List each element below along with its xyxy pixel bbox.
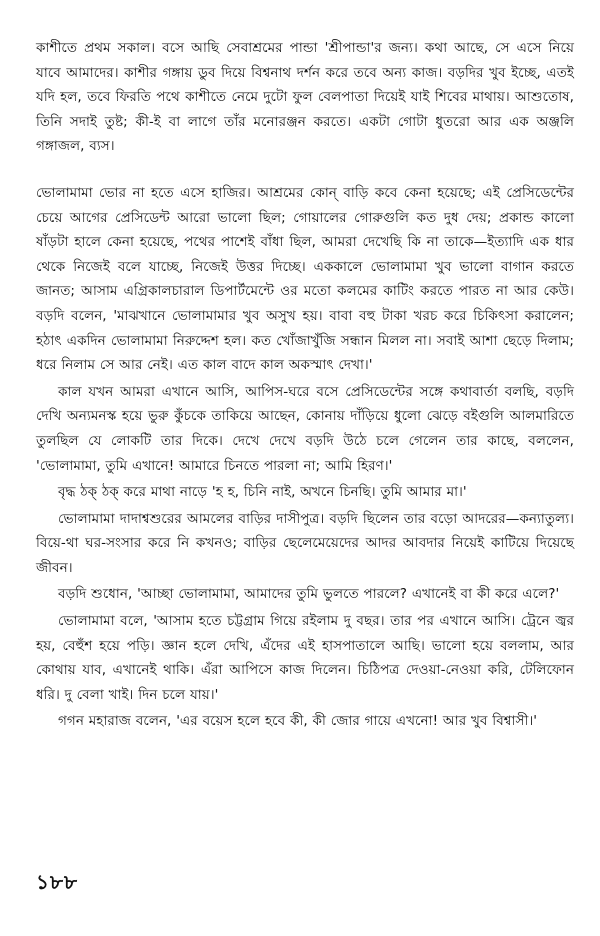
page-number: ১৮৮ xyxy=(36,870,78,894)
paragraph-bholamama-story: ভোলামামা বলে, 'আসাম হতে চট্টগ্রাম গিয়ে রইলাম দু বছর। তার পর এখানে আসি। ট্রেনে জ্বর হয়, বেহুঁশ হয়ে পড়ি। জ্ঞান হলে দেখি, এঁদের এই হাসপাতালে আছি। ভালো হয়ে বললাম, আর কোথায় যাব, এখানেই থাকি। এঁরা আপিসে কাজ দিলেন। চিঠিপত্র দেওয়া-নেওয়া করি, টেলিফোন ধরি। দু বেলা খাই। দিন চলে যায়।' xyxy=(36,613,574,703)
paragraph-boroди-asks: বড়দি শুধোন, 'আচ্ছা ভোলামামা, আমাদের তুমি ভুলতে পারলে? এখানেই বা কী করে এলে?' xyxy=(58,586,560,603)
paragraph-gagan-maharaj: গগন মহারাজ বলেন, 'এর বয়েস হলে হবে কী, কী জোর গায়ে এখনো! আর খুব বিশ্বাসী।' xyxy=(58,713,537,730)
paragraph-bholamama-background: ভোলামামা দাদাশ্বশুরের আমলের বাড়ির দাসীপুত্র। বড়দি ছিলেন তার বড়ো আদরের—কন্যাতুল্য। বিয়ে-থা ঘর-সংসার করে নি কখনও; বাড়ির ছেলেমেয়েদের আদর আবদার নিয়েই কাটিয়ে দিয়েছে জীবন। xyxy=(36,510,574,576)
paragraph-old-man-reply: বৃদ্ধ ঠক্ ঠক্ করে মাথা নাড়ে 'হ হ, চিনি নাই, অখনে চিনছি। তুমি আমার মা।' xyxy=(58,484,467,501)
paragraph-morning-in-kashi: কাশীতে প্রথম সকাল। বসে আছি সেবাশ্রমের পান্ডা 'শ্রীপান্ডা'র জন্য। কথা আছে, সে এসে নিয়ে যাবে আমাদের। কাশীর গঙ্গায় ডুব দিয়ে বিশ্বনাথ দর্শন করে তবে অন্য কাজ। বড়দির খুব ইচ্ছে, এতই যদি হল, তবে ফিরতি পথে কাশীতে নেমে দুটো ফুল বেলপাতা দিয়েই যাই শিবের মাথায়। আশুতোষ, তিনি সদাই তুষ্ট; কী-ই বা লাগে তাঁর মনোরঞ্জন করতে। একটা গোটা ধুতরো আর এক অঞ্জলি গঙ্গাজল, ব্যস। xyxy=(36,40,574,155)
paragraph-office-meeting: কাল যখন আমরা এখানে আসি, আপিস-ঘরে বসে প্রেসিডেন্টের সঙ্গে কথাবার্তা বলছি, বড়দি দেখি অন্যমনস্ক হয়ে ভুরু কুঁচকে তাকিয়ে আছেন, কোনায় দাঁড়িয়ে ধুলো ঝেড়ে বইগুলি আলমারিতে তুলছিল যে লোকটি তার দিকে। দেখে দেখে বড়দি উঠে চলে গেলেন তার কাছে, বললেন, 'ভোলামামা, তুমি এখানে! আমারে চিনতে পারলা না; আমি হিরণ।' xyxy=(36,383,574,474)
paragraph-bholamama-arrives: ভোলামামা ভোর না হতে এসে হাজির। আশ্রমের কোন্ বাড়ি কবে কেনা হয়েছে; এই প্রেসিডেন্টের চেয়ে আগের প্রেসিডেন্ট আরো ভালো ছিল; গোয়ালের গোরুগুলি কত দুধ দেয়; প্রকান্ড কালো ষাঁড়টা হালে কেনা হয়েছে, পথের পাশেই বাঁধা ছিল, আমরা দেখেছি কি না তাকে—ইত্যাদি এক ধার থেকে নিজেই বলে যাচ্ছে, নিজেই উত্তর দিচ্ছে। এককালে ভোলামামা খুব ভালো বাগান করতে জানত; আসাম এগ্রিকালচারাল ডিপার্টমেন্টে ওর মতো কলমের কাটিং করতে পারত না আর কেউ। বড়দি বলেন, 'মাঝখানে ভোলামামার খুব অসুখ হয়। বাবা বহু টাকা খরচ করে চিকিৎসা করালেন; হঠাৎ একদিন ভোলামামা নিরুদ্দেশ হল। কত খোঁজাখুঁজি সন্ধান মিলল না। সবাই আশা ছেড়ে দিলাম; ধরে নিলাম সে আর নেই। এত কাল বাদে কাল অকস্মাৎ দেখা।' xyxy=(36,184,574,374)
